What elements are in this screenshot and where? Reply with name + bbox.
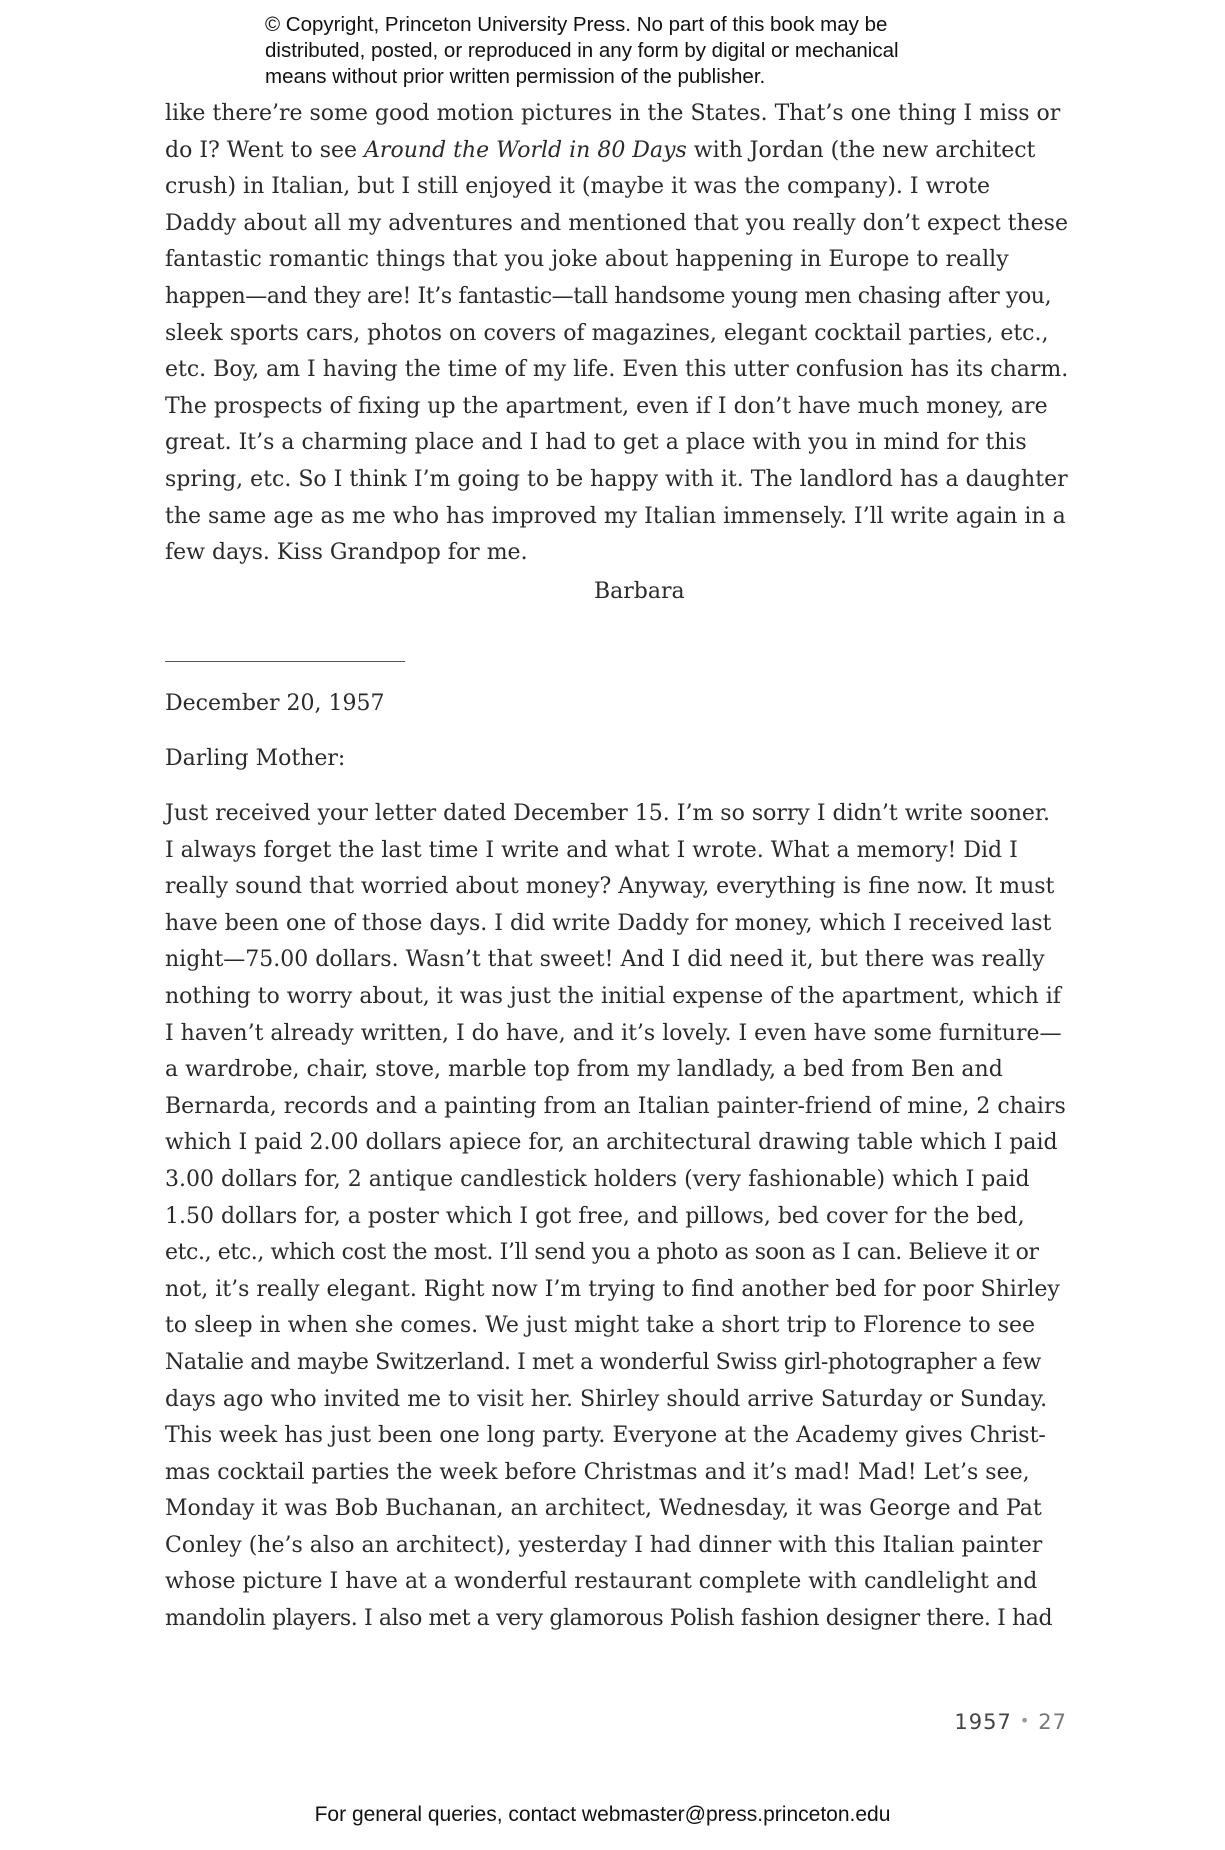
text-line: whose picture I have at a wonderful restaurant complete with candlelight and (165, 1569, 1038, 1595)
text-run: do I? Went to see (165, 137, 365, 163)
text-line: etc., etc., which cost the most. I’ll send you a photo as soon as I can. Believe it or (165, 1240, 1039, 1266)
copyright-line: distributed, posted, or reproduced in any form by digital or mechanical (265, 39, 899, 62)
text-line: Natalie and maybe Switzerland. I met a wonderful Swiss girl-photographer a few (165, 1349, 1041, 1375)
text-line: Conley (he’s also an architect), yesterday I had dinner with this Italian painter (165, 1532, 1043, 1558)
text-line: I haven’t already written, I do have, and it’s lovely. I even have some furniture— (165, 1020, 1062, 1046)
copyright-line: means without prior written permission of the publisher. (265, 65, 766, 88)
text-line: like there’re some good motion pictures in the States. That’s one thing I miss or (165, 101, 1061, 126)
page-folio (954, 1710, 1067, 1734)
text-line: spring, etc. So I think I’m going to be happy with it. The landlord has a daughter (165, 466, 1068, 492)
section-divider (165, 661, 405, 662)
text-line: really sound that worried about money? Anyway, everything is fine now. It must (165, 874, 1055, 900)
text-line: which I paid 2.00 dollars apiece for, an architectural drawing table which I paid (165, 1130, 1058, 1156)
text-line: days ago who invited me to visit her. Shirley should arrive Saturday or Sunday. (165, 1386, 1048, 1412)
text-line: have been one of those days. I did write Daddy for money, which I received last (165, 910, 1052, 936)
text-line: Monday it was Bob Buchanan, an architect, Wednesday, it was George and Pat (165, 1496, 1042, 1522)
text-line: to sleep in when she comes. We just might take a short trip to Florence to see (165, 1313, 1036, 1339)
text-line: 3.00 dollars for, 2 antique candlestick holders (very fashionable) which I paid (165, 1166, 1030, 1192)
text-line: nothing to worry about, it was just the initial expense of the apartment, which if (165, 983, 1061, 1009)
text-line: few days. Kiss Grandpop for me. (165, 540, 528, 566)
letter-date: December 20, 1957 (165, 691, 385, 716)
text-line: Just received your letter dated December 15. I’m so sorry I didn’t write sooner. (165, 801, 1050, 826)
letter-salutation: Darling Mother: (165, 746, 346, 771)
text-line: a wardrobe, chair, stove, marble top from my landlady, a bed from Ben and (165, 1057, 1003, 1083)
text-line: not, it’s really elegant. Right now I’m trying to find another bed for poor Shirley (165, 1276, 1060, 1302)
text-line: sleek sports cars, photos on covers of magazines, elegant cocktail parties, etc., (165, 320, 1049, 346)
text-line: happen—and they are! It’s fantastic—tall handsome young men chasing after you, (165, 283, 1052, 309)
text-line: 1.50 dollars for, a poster which I got free, and pillows, bed cover for the bed, (165, 1203, 1025, 1229)
text-line: crush) in Italian, but I still enjoyed it (maybe it was the company). I wrote (165, 174, 991, 200)
footer-contact (0, 1803, 1225, 1827)
text-line: fantastic romantic things that you joke about happening in Europe to really (165, 247, 1009, 273)
text-line: mas cocktail parties the week before Christmas and it’s mad! Mad! Let’s see, (165, 1459, 1030, 1485)
text-line: great. It’s a charming place and I had to get a place with you in mind for this (165, 430, 1027, 456)
text-run: with Jordan (the new architect (686, 137, 1036, 163)
letter-continuation (165, 96, 1070, 572)
page-number: 27 (1038, 1710, 1067, 1734)
text-line: night—75.00 dollars. Wasn’t that sweet! And I did need it, but there was really (165, 947, 1045, 973)
text-line: I always forget the last time I write and what I wrote. What a memory! Did I (165, 837, 1018, 863)
film-title: Around the World in 80 Days (364, 137, 687, 163)
running-head-year: 1957 (954, 1710, 1012, 1734)
text-line: the same age as me who has improved my Italian immensely. I’ll write again in a (165, 503, 1066, 529)
text-line: This week has just been one long party. Everyone at the Academy gives Christ- (165, 1423, 1046, 1449)
text-line: Daddy about all my adventures and mentioned that you really don’t expect these (165, 210, 1068, 236)
copyright-notice (265, 12, 1025, 90)
text-line: The prospects of fixing up the apartment, even if I don’t have much money, are (165, 393, 1048, 419)
text-line-with-title (165, 133, 1070, 170)
copyright-line: © Copyright, Princeton University Press. No part of this book may be (265, 13, 888, 36)
letter-body (165, 796, 1070, 1638)
text-line: etc. Boy, am I having the time of my life. Even this utter confusion has its charm. (165, 357, 1069, 383)
signature: Barbara (594, 579, 685, 604)
text-line: mandolin players. I also met a very glamorous Polish fashion designer there. I had (165, 1606, 1053, 1632)
text-line: Bernarda, records and a painting from an Italian painter-friend of mine, 2 chairs (165, 1093, 1066, 1119)
bullet-separator: • (1019, 1711, 1031, 1730)
footer-text: For general queries, contact webmaster@press.princeton.edu (314, 1803, 891, 1826)
